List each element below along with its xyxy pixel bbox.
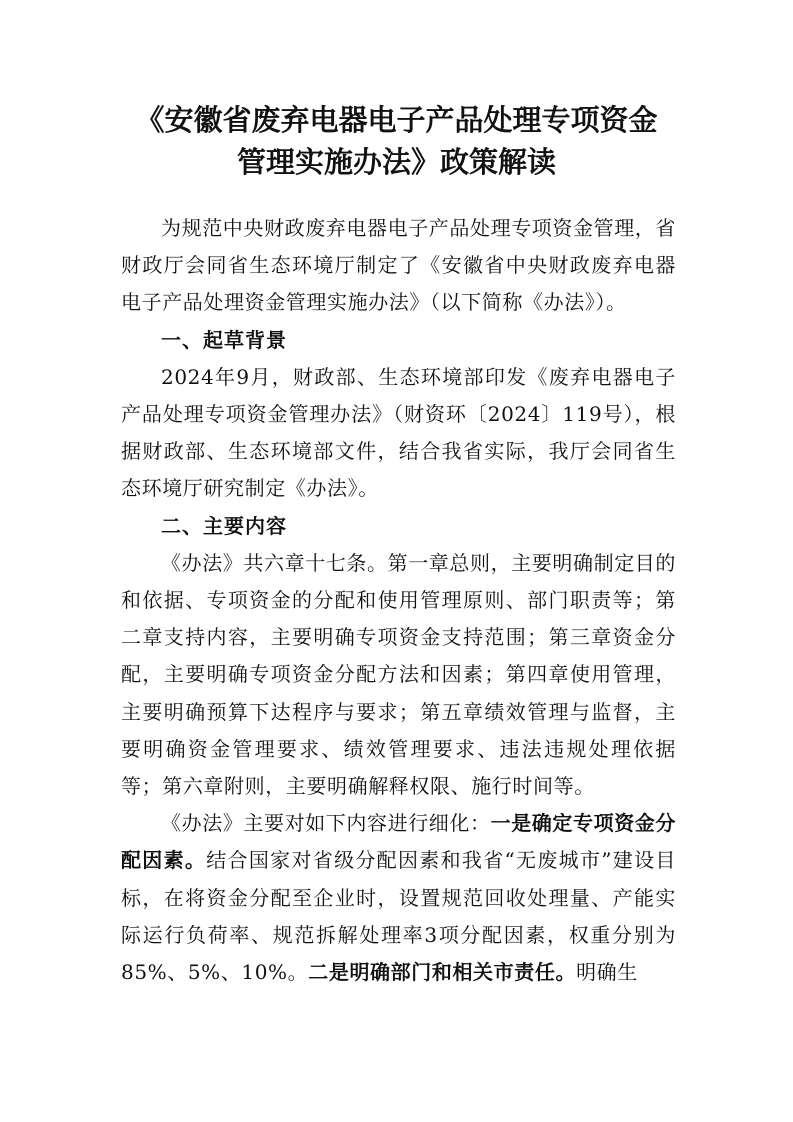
section-heading-main-content: 二、主要内容: [161, 513, 287, 538]
point-1-text: 结合国家对省级分配因素和我省“无废城市”建设目标，在将资金分配至企业时，设置规范回收处理量、产能实际运行负荷率、规范拆解处理率3项分配因素，权重分别为85%、5%、10%。: [121, 848, 677, 985]
details-intro-text: 《办法》主要对如下内容进行细化：: [161, 811, 491, 836]
document-title-line-1: 《安徽省废弃电器电子产品处理专项资金: [135, 103, 658, 137]
section-heading-background: 一、起草背景: [161, 327, 287, 352]
main-content-paragraph: 《办法》共六章十七条。第一章总则，主要明确制定目的和依据、专项资金的分配和使用管理原则、部门职责等；第二章支持内容，主要明确专项资金支持范围；第三章资金分配，主要明确专项资金分配方法和因素；第四章使用管理，主要明确预算下达程序与要求；第五章绩效管理与监督，主要明确资金管理要求、绩效管理要求、违法违规处理依据等；第六章附则，主要明确解释权限、施行时间等。: [121, 550, 676, 799]
document-body: [121, 210, 676, 991]
point-2-bold-text: 二是明确部门和相关市责任。: [308, 960, 577, 985]
document-title-line-2: 管理实施办法》政策解读: [236, 145, 556, 179]
details-paragraph: [121, 805, 676, 991]
background-paragraph: 2024年9月，财政部、生态环境部印发《废弃电器电子产品处理专项资金管理办法》（财资环〔2024〕119号），根据财政部、生态环境部文件，结合我省实际，我厅会同省生态环境厅研究制定《办法》。: [121, 364, 676, 501]
point-1-bold-text: 一是确定专项资金分配因素。: [121, 811, 677, 873]
point-2-text: 明确生: [576, 960, 638, 985]
intro-paragraph: 为规范中央财政废弃电器电子产品处理专项资金管理，省财政厅会同省生态环境厅制定了《安徽省中央财政废弃电器电子产品处理资金管理实施办法》（以下简称《办法》）。: [121, 216, 676, 315]
